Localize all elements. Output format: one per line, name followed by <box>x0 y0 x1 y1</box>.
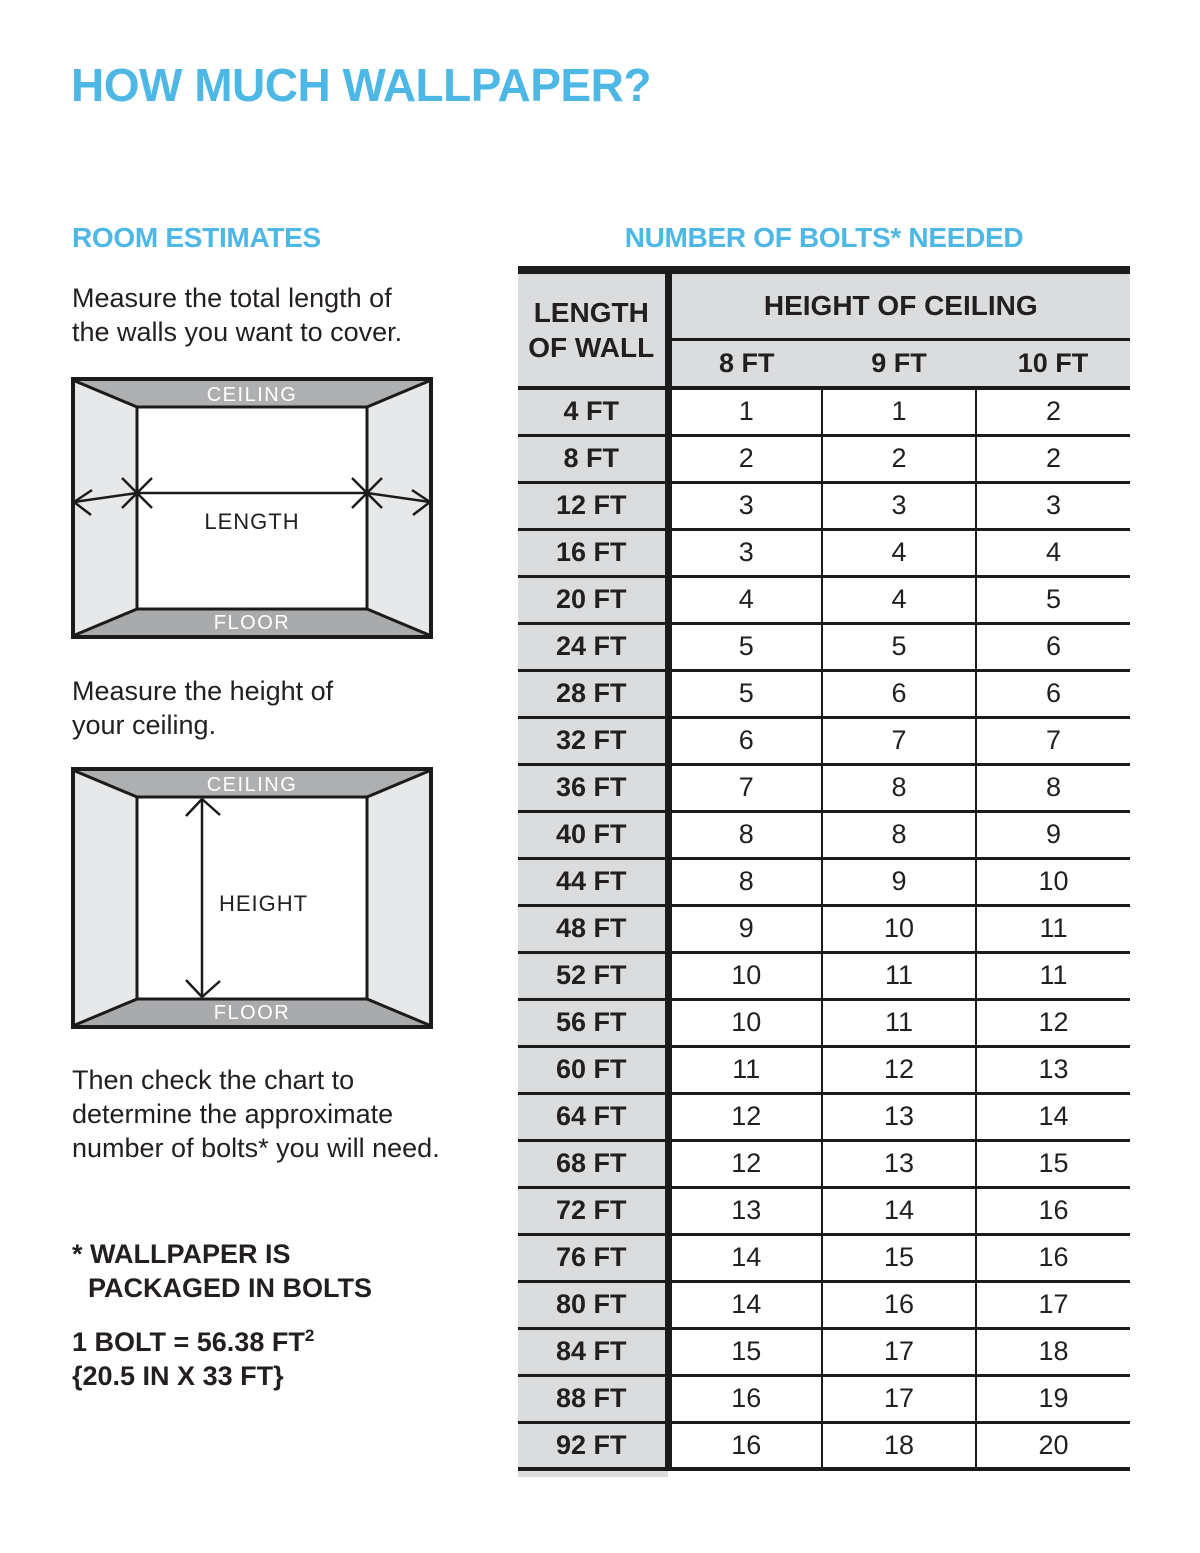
bolt-count-cell: 4 <box>822 529 976 576</box>
instruction-chart-line1: Then check the chart to <box>72 1065 355 1095</box>
bolt-count-cell: 5 <box>822 623 976 670</box>
bolt-count-cell: 1 <box>668 388 822 435</box>
bolt-count-cell: 17 <box>976 1281 1130 1328</box>
bolt-count-cell: 8 <box>976 764 1130 811</box>
instruction-height-line2: your ceiling. <box>72 710 217 740</box>
table-row <box>518 529 1130 576</box>
table-row <box>518 1187 1130 1234</box>
table-row <box>518 764 1130 811</box>
page-title: HOW MUCH WALLPAPER? <box>71 59 651 111</box>
wall-length-cell: 92 FT <box>518 1422 668 1469</box>
wall-length-cell: 60 FT <box>518 1046 668 1093</box>
wall-length-cell: 44 FT <box>518 858 668 905</box>
bolts-table <box>518 266 1130 1471</box>
bolt-size-text: 1 BOLT = 56.38 FT <box>72 1327 305 1357</box>
bolt-count-cell: 15 <box>822 1234 976 1281</box>
bolt-count-cell: 10 <box>822 905 976 952</box>
bolt-count-cell: 15 <box>668 1328 822 1375</box>
bolt-count-cell: 6 <box>976 623 1130 670</box>
bolt-count-cell: 16 <box>976 1187 1130 1234</box>
instruction-chart-line3: number of bolts* you will need. <box>72 1133 440 1163</box>
wall-length-cell: 20 FT <box>518 576 668 623</box>
table-row <box>518 1281 1130 1328</box>
bolt-count-cell: 3 <box>668 482 822 529</box>
bolt-count-cell: 4 <box>822 576 976 623</box>
table-row <box>518 1046 1130 1093</box>
bolt-count-cell: 12 <box>976 999 1130 1046</box>
bolt-count-cell: 16 <box>976 1234 1130 1281</box>
wall-length-cell: 68 FT <box>518 1140 668 1187</box>
bolt-count-cell: 11 <box>822 952 976 999</box>
bolt-count-cell: 7 <box>822 717 976 764</box>
floor-label: FLOOR <box>213 1002 291 1024</box>
bolt-count-cell: 4 <box>976 529 1130 576</box>
bolt-count-cell: 2 <box>976 435 1130 482</box>
height-label: HEIGHT <box>219 891 309 916</box>
table-row <box>518 905 1130 952</box>
bolt-count-cell: 10 <box>668 952 822 999</box>
bolts-table-container <box>518 266 1130 1477</box>
bolt-size-info <box>72 1319 314 1393</box>
bolt-count-cell: 8 <box>668 858 822 905</box>
bolt-count-cell: 3 <box>668 529 822 576</box>
floor-label: FLOOR <box>213 612 291 634</box>
bolt-count-cell: 10 <box>976 858 1130 905</box>
wall-length-cell: 64 FT <box>518 1093 668 1140</box>
wall-length-cell: 36 FT <box>518 764 668 811</box>
bolt-count-cell: 8 <box>822 764 976 811</box>
table-row <box>518 1422 1130 1469</box>
bolt-count-cell: 9 <box>822 858 976 905</box>
bolt-count-cell: 13 <box>668 1187 822 1234</box>
room-diagram-length <box>71 377 433 639</box>
table-row <box>518 811 1130 858</box>
table-row <box>518 388 1130 435</box>
back-wall <box>137 407 367 609</box>
bolt-count-cell: 17 <box>822 1375 976 1422</box>
wall-length-cell: 32 FT <box>518 717 668 764</box>
right-wall <box>367 381 429 635</box>
instruction-length-line2: the walls you want to cover. <box>72 317 403 347</box>
bolt-count-cell: 6 <box>976 670 1130 717</box>
table-row <box>518 623 1130 670</box>
bolt-count-cell: 2 <box>668 435 822 482</box>
bolt-count-cell: 18 <box>822 1422 976 1469</box>
height-of-ceiling-header: HEIGHT OF CEILING <box>668 270 1130 340</box>
wall-length-cell: 40 FT <box>518 811 668 858</box>
left-wall <box>75 381 137 635</box>
length-of-wall-line1: LENGTH <box>533 297 649 328</box>
bolt-count-cell: 2 <box>822 435 976 482</box>
bolt-count-cell: 12 <box>668 1140 822 1187</box>
bolt-count-cell: 19 <box>976 1375 1130 1422</box>
wall-length-cell: 88 FT <box>518 1375 668 1422</box>
instruction-length <box>72 281 402 349</box>
wall-length-cell: 48 FT <box>518 905 668 952</box>
table-row <box>518 1140 1130 1187</box>
bolt-count-cell: 13 <box>822 1140 976 1187</box>
bolt-count-cell: 8 <box>668 811 822 858</box>
wall-length-cell: 80 FT <box>518 1281 668 1328</box>
table-row <box>518 576 1130 623</box>
table-row <box>518 952 1130 999</box>
bolt-count-cell: 5 <box>668 623 822 670</box>
table-row <box>518 1375 1130 1422</box>
wallpaper-footnote <box>72 1237 372 1305</box>
table-row <box>518 670 1130 717</box>
ceiling-10ft-header: 10 FT <box>976 340 1130 389</box>
bolt-count-cell: 7 <box>976 717 1130 764</box>
wall-length-cell: 16 FT <box>518 529 668 576</box>
bolt-count-cell: 12 <box>822 1046 976 1093</box>
bolt-size-superscript: 2 <box>304 1326 315 1345</box>
bolt-count-cell: 2 <box>976 388 1130 435</box>
wall-length-cell: 84 FT <box>518 1328 668 1375</box>
bolt-count-cell: 11 <box>668 1046 822 1093</box>
bolt-count-cell: 20 <box>976 1422 1130 1469</box>
footnote-line2: PACKAGED IN BOLTS <box>88 1273 373 1303</box>
wall-length-cell: 52 FT <box>518 952 668 999</box>
table-row <box>518 435 1130 482</box>
table-row <box>518 1234 1130 1281</box>
bolt-count-cell: 14 <box>822 1187 976 1234</box>
bolt-count-cell: 16 <box>822 1281 976 1328</box>
wall-length-cell: 4 FT <box>518 388 668 435</box>
ceiling-9ft-header: 9 FT <box>822 340 976 389</box>
bolt-size-line2: {20.5 IN X 33 FT} <box>72 1361 284 1391</box>
bolt-count-cell: 5 <box>976 576 1130 623</box>
bolt-count-cell: 17 <box>822 1328 976 1375</box>
right-wall <box>367 771 429 1025</box>
table-row <box>518 858 1130 905</box>
table-header-row-1 <box>518 270 1130 340</box>
length-label: LENGTH <box>204 509 300 534</box>
ceiling-label: CEILING <box>206 774 298 796</box>
bolt-count-cell: 13 <box>822 1093 976 1140</box>
bolt-size-line1 <box>72 1319 314 1359</box>
bolt-count-cell: 13 <box>976 1046 1130 1093</box>
table-bottom-shadow <box>518 1471 668 1477</box>
bolt-count-cell: 7 <box>668 764 822 811</box>
wall-length-cell: 56 FT <box>518 999 668 1046</box>
wall-length-cell: 72 FT <box>518 1187 668 1234</box>
length-of-wall-line2: OF WALL <box>528 332 655 363</box>
bolts-needed-heading: NUMBER OF BOLTS* NEEDED <box>624 222 1024 253</box>
table-row <box>518 717 1130 764</box>
table-row <box>518 482 1130 529</box>
bolt-count-cell: 18 <box>976 1328 1130 1375</box>
bolt-count-cell: 6 <box>822 670 976 717</box>
ceiling-8ft-header: 8 FT <box>668 340 822 389</box>
bolt-count-cell: 15 <box>976 1140 1130 1187</box>
wall-length-cell: 12 FT <box>518 482 668 529</box>
table-row <box>518 999 1130 1046</box>
instruction-chart <box>72 1063 440 1165</box>
ceiling-label: CEILING <box>206 384 298 406</box>
wall-length-cell: 28 FT <box>518 670 668 717</box>
footnote-line1: * WALLPAPER IS <box>72 1239 291 1269</box>
bolt-count-cell: 14 <box>668 1234 822 1281</box>
bolt-count-cell: 16 <box>668 1375 822 1422</box>
bolt-count-cell: 14 <box>668 1281 822 1328</box>
room-estimates-heading: ROOM ESTIMATES <box>72 222 321 253</box>
bolt-count-cell: 3 <box>976 482 1130 529</box>
bolt-count-cell: 3 <box>822 482 976 529</box>
bolt-count-cell: 14 <box>976 1093 1130 1140</box>
bolt-count-cell: 6 <box>668 717 822 764</box>
bolt-count-cell: 11 <box>976 905 1130 952</box>
bolt-count-cell: 11 <box>822 999 976 1046</box>
bolt-count-cell: 4 <box>668 576 822 623</box>
wall-length-cell: 24 FT <box>518 623 668 670</box>
bolts-table-body <box>518 388 1130 1469</box>
bolt-count-cell: 9 <box>976 811 1130 858</box>
room-diagram-height <box>71 767 433 1029</box>
bolt-count-cell: 12 <box>668 1093 822 1140</box>
instruction-chart-line2: determine the approximate <box>72 1099 394 1129</box>
wall-length-cell: 8 FT <box>518 435 668 482</box>
bolt-count-cell: 16 <box>668 1422 822 1469</box>
bolt-count-cell: 5 <box>668 670 822 717</box>
table-row <box>518 1093 1130 1140</box>
instruction-height <box>72 674 333 742</box>
bolt-count-cell: 10 <box>668 999 822 1046</box>
wall-length-cell: 76 FT <box>518 1234 668 1281</box>
length-of-wall-header <box>518 270 668 388</box>
left-wall <box>75 771 137 1025</box>
table-row <box>518 1328 1130 1375</box>
bolt-count-cell: 11 <box>976 952 1130 999</box>
bolt-count-cell: 1 <box>822 388 976 435</box>
bolt-count-cell: 9 <box>668 905 822 952</box>
instruction-length-line1: Measure the total length of <box>72 283 392 313</box>
bolt-count-cell: 8 <box>822 811 976 858</box>
instruction-height-line1: Measure the height of <box>72 676 334 706</box>
